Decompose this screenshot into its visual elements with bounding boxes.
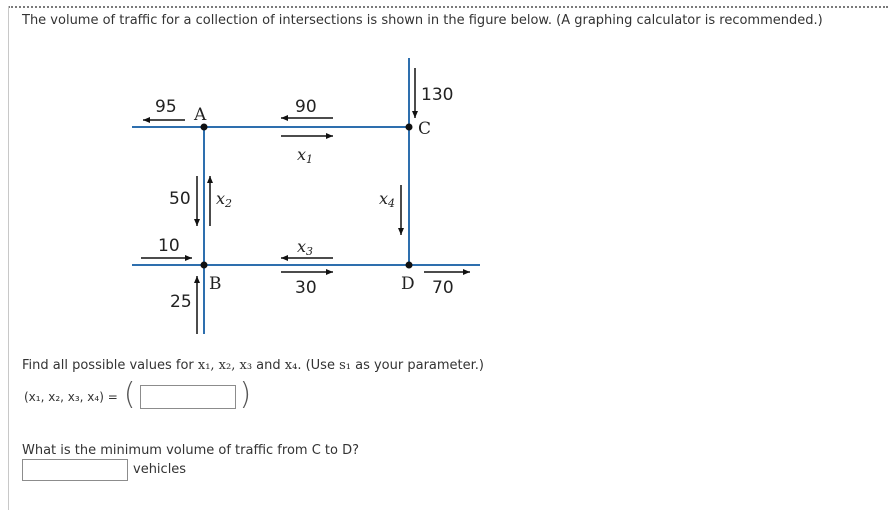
flow-label-south-of-b: 25 (170, 292, 192, 312)
flow-label-bottom-middle: 30 (295, 278, 317, 298)
node-dot-d (406, 262, 413, 269)
variable-label-x2: x2 (216, 189, 233, 210)
flow-label-east-of-d: 70 (432, 278, 454, 298)
node-dot-b (201, 262, 208, 269)
find-variables: x₁, x₂, x₃ (197, 358, 253, 373)
variable-label-x1: x1 (297, 145, 314, 166)
find-last-variable: x₄ (284, 358, 298, 373)
variable-label-x4: x4 (379, 189, 396, 210)
units-label: vehicles (133, 462, 187, 477)
tuple-answer-input[interactable] (140, 385, 236, 409)
parameter-name: s₁ (339, 358, 351, 373)
min-volume-question: What is the minimum volume of traffic from C to D? (22, 443, 359, 458)
node-dot-c (406, 124, 413, 131)
open-paren: ( (123, 377, 136, 412)
close-paren: ) (239, 377, 252, 412)
tuple-label: (x₁, x₂, x₃, x₄) = (24, 390, 118, 404)
flow-label-top-middle: 90 (295, 97, 317, 117)
node-label-c: C (418, 119, 432, 139)
find-suffix: . (Use (297, 358, 340, 373)
find-and: and (252, 358, 285, 373)
flow-label-west-of-a: 95 (155, 97, 177, 117)
min-volume-input[interactable] (22, 459, 128, 481)
node-label-d: D (401, 274, 415, 294)
find-end: as your parameter.) (350, 358, 484, 373)
flow-label-west-of-b: 10 (158, 236, 180, 256)
variable-label-x3: x3 (297, 237, 314, 258)
find-values-instruction (22, 358, 484, 373)
flow-label-north-of-c: 130 (421, 85, 454, 105)
flow-label-between-ab: 50 (169, 189, 191, 209)
node-label-a: A (194, 105, 207, 125)
tuple-answer-row (24, 377, 252, 414)
find-prefix: Find all possible values for (22, 358, 198, 373)
node-label-b: B (209, 274, 222, 294)
problem-intro-text: The volume of traffic for a collection of intersections is shown in the figure below. (A graphing calculator is recommended.) (22, 13, 823, 28)
